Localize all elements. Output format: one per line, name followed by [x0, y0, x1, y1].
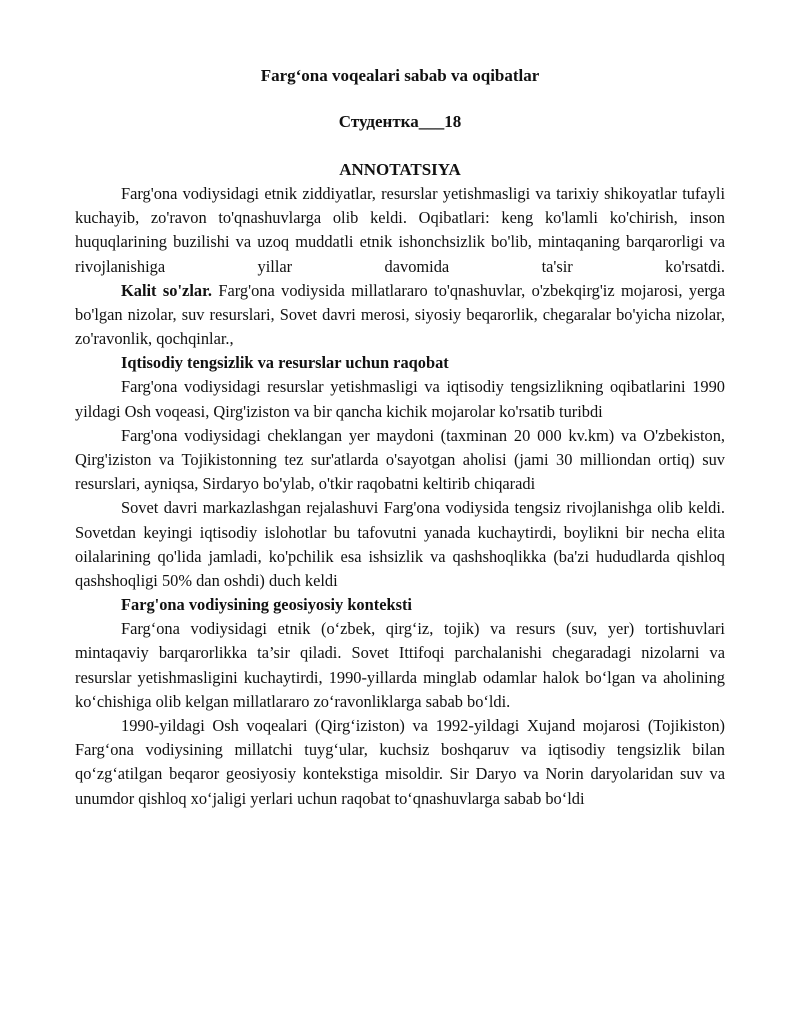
paragraph-geopolitical-2: 1990-yildagi Osh voqealari (Qirg‘iziston) va 1992-yildagi Xujand mojarosi (Tojikiston) Farg‘ona vodiysining millatchi tuyg‘ular, kuchsiz boshqaruv va iqtisodiy tengsizlik bilan qo‘zg‘atilgan beqaror geosiyosiy kontekstiga misoldir. Sir Daryo va Norin daryolaridan suv va unumdor qishloq xo‘jaligi yerlari uchun raqobat to‘qnashuvlarga sabab bo‘ldi [75, 716, 725, 808]
document-page [75, 64, 725, 811]
paragraph-economic-3: Sovet davri markazlashgan rejalashuvi Farg'ona vodiysida tengsiz rivojlanishga olib keldi. Sovetdan keyingi iqtisodiy islohotlar bu tafovutni yanada kuchaytirdi, boylikni bir necha elita oilalarining qo'lida jamladi, ko'pchilik esa ishsizlik va qashshoqlikka (ba'zi hududlarda qishloq qashshoqligi 50% dan oshdi) duch keldi [75, 498, 725, 591]
annotation-paragraph: Farg'ona vodiysidagi etnik ziddiyatlar, resurslar yetishmasligi va tarixiy shikoyatlar tufayli kuchayib, zo'ravon to'qnashuvlarga olib keldi. Oqibatlari: keng ko'lamli ko'chirish, inson huquqlarining buzilishi va uzoq muddatli etnik ishonchsizlik bo'lib, mintaqaning barqarorligi va rivojlanishiga yillar davomida ta'sir ko'rsatdi. [75, 184, 725, 276]
keywords-label: Kalit so'zlar. [121, 280, 212, 300]
author-line: Студентка___18 [338, 112, 462, 131]
paragraph-geopolitical-1: Farg‘ona vodiysidagi etnik (o‘zbek, qirg‘iz, tojik) va resurs (suv, yer) tortishuvlari mintaqaviy barqarorlikka ta’sir qiladi. Sovet Ittifoqi parchalanishi chegaradagi nizolarni va resurslar yetishmasligini kuchaytirdi, 1990-yillarda minglab odamlar halok bo‘lgan va aholining ko‘chishiga olib kelgan millatlararo zo‘ravonliklarga sabab bo‘ldi. [75, 619, 725, 711]
annotation-heading: ANNOTATSIYA [339, 160, 461, 179]
paragraph-economic-1: Farg'ona vodiysidagi resurslar yetishmasligi va iqtisodiy tengsizlikning oqibatlarini 1990 yildagi Osh voqeasi, Qirg'iziston va bir qancha kichik mojarolar ko'rsatib turibdi [75, 377, 725, 421]
paragraph-economic-2: Farg'ona vodiysidagi cheklangan yer maydoni (taxminan 20 000 kv.km) va O'zbekiston, Qirg'iziston va Tojikistonning tez sur'atlarda o'sayotgan aholisi (jami 30 milliondan ortiq) suv resurslari, ayniqsa, Sirdaryo bo'ylab, o'tkir raqobatni keltirib chiqaradi [75, 425, 725, 494]
document-title: Farg‘ona voqealari sabab va oqibatlar [260, 66, 540, 85]
section-heading-geopolitical: Farg'ona vodiysining geosiyosiy konteksti [121, 595, 412, 615]
keywords-paragraph [75, 279, 725, 352]
keywords-text: Farg'ona vodiysida millatlararo to'qnashuvlar, o'zbekqirg'iz mojarosi, yerga bo'lgan nizolar, suv resurslari, Sovet davri merosi, siyosiy beqarorlik, chegaralar bo'yicha nizolar, zo'ravonlik, qochqinlar., [75, 280, 725, 349]
section-heading-economic: Iqtisodiy tengsizlik va resurslar uchun raqobat [121, 353, 449, 373]
